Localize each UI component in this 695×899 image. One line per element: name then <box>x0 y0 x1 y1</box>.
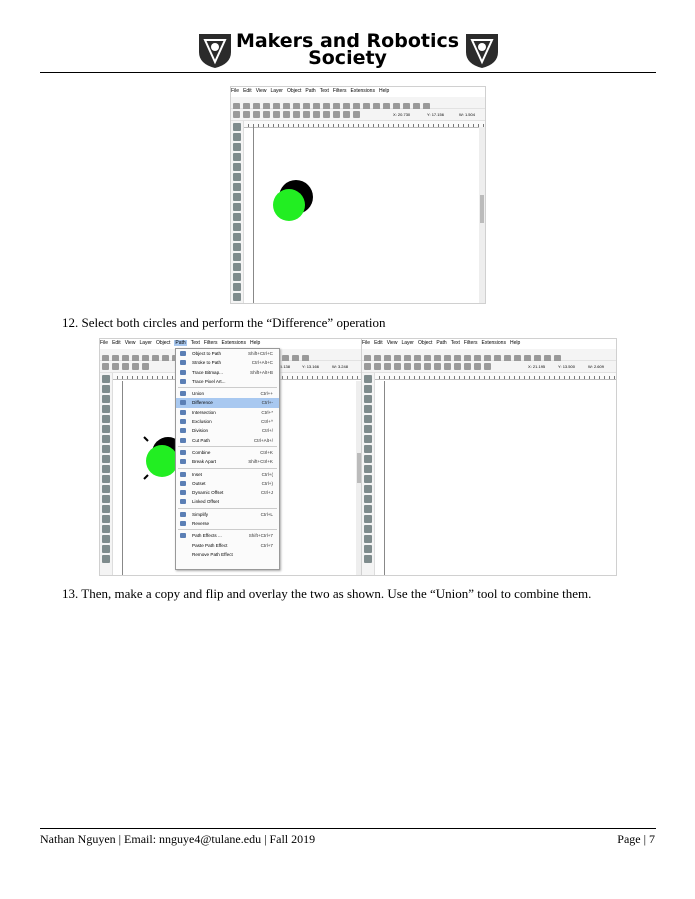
menu-item-shortcut: Shift+Ctrl+C <box>247 351 273 356</box>
page-border <box>122 381 123 575</box>
outset-icon <box>180 481 186 486</box>
menu-item-object-to-path[interactable] <box>176 349 279 358</box>
menu-item-trace-bitmap[interactable] <box>176 368 279 377</box>
trace-bitmap-icon <box>180 370 186 375</box>
menu-item-shortcut: Ctrl+Alt+C <box>251 360 273 366</box>
toolbox <box>362 373 375 575</box>
menu-path-open[interactable]: Path <box>175 340 186 346</box>
menu-separator <box>178 468 277 469</box>
menu-edit[interactable]: Edit <box>112 340 121 346</box>
menu-item-remove-path-effect[interactable] <box>176 550 279 559</box>
menu-separator <box>178 387 277 388</box>
menu-item-intersection[interactable] <box>176 408 279 417</box>
horizontal-ruler <box>374 373 616 380</box>
x-field[interactable]: 5.138 <box>280 364 291 369</box>
inkscape-screenshot-result <box>361 338 617 576</box>
menu-item-label: Stroke to Path <box>192 360 222 366</box>
menu-item-division[interactable] <box>176 426 279 435</box>
menu-item-label: Union <box>192 391 205 397</box>
menu-file[interactable]: File <box>231 88 240 94</box>
step-12-text: 12. Select both circles and perform the “Difference” operation <box>62 315 386 330</box>
menu-item-shortcut: Ctrl+^ <box>261 419 273 425</box>
difference-icon <box>180 400 186 405</box>
menu-bar <box>231 87 485 96</box>
menu-item-label: Paste Path Effect <box>192 542 228 548</box>
menu-filters[interactable]: Filters <box>332 88 347 94</box>
menu-view[interactable]: View <box>255 88 267 94</box>
menu-item-stroke-to-path[interactable] <box>176 358 279 367</box>
x-field[interactable]: X: 21.195 <box>528 364 546 369</box>
menu-item-exclusion[interactable] <box>176 417 279 426</box>
footer-page-number: Page | 7 <box>617 832 655 846</box>
canvas-shapes <box>261 167 321 227</box>
menu-item-label: Dynamic Offset <box>192 490 224 496</box>
menu-help[interactable]: Help <box>249 340 261 346</box>
menu-item-shortcut: Ctrl+L <box>260 511 273 517</box>
menu-extensions[interactable]: Extensions <box>481 340 506 346</box>
menu-item-shortcut: Ctrl+* <box>261 409 273 415</box>
menu-item-shortcut: Shift+Ctrl+K <box>248 459 273 465</box>
reverse-icon <box>180 521 186 526</box>
menu-object[interactable]: Object <box>417 340 433 346</box>
menu-item-label: Remove Path Effect <box>192 551 233 557</box>
union-icon <box>180 391 186 396</box>
society-logo-right <box>462 30 502 70</box>
menu-item-path-effects[interactable] <box>176 531 279 540</box>
menu-object[interactable]: Object <box>286 88 302 94</box>
menu-item-break-apart[interactable] <box>176 457 279 466</box>
menu-bar <box>362 339 616 348</box>
menu-item-label: Trace Pixel Art... <box>192 378 226 384</box>
menu-text[interactable]: Text <box>319 88 329 94</box>
trace-pixel-art-icon <box>180 379 186 384</box>
tool-controls-bar <box>362 361 616 373</box>
stroke-to-path-icon <box>180 360 186 365</box>
menu-item-label: Intersection <box>192 409 216 415</box>
menu-item-dynamic-offset[interactable] <box>176 488 279 497</box>
menu-separator <box>178 529 277 530</box>
crescent-result-shape[interactable] <box>414 419 474 479</box>
simplify-icon <box>180 512 186 517</box>
path-dropdown-menu <box>175 348 280 570</box>
green-circle[interactable] <box>146 445 178 477</box>
step-13-text: 13. Then, make a copy and flip and overlay the two as shown. Use the “Union” tool to combine them. <box>62 586 592 601</box>
intersection-icon <box>180 410 186 415</box>
menu-item-shortcut: Shift+Ctrl+7 <box>248 533 273 539</box>
menu-item-shortcut: Ctrl+7 <box>260 542 273 548</box>
commands-toolbar <box>231 97 485 109</box>
y-field[interactable]: Y: 13.166 <box>302 364 319 369</box>
w-field[interactable]: W: 1.504 <box>459 112 475 117</box>
commands-toolbar <box>362 349 616 361</box>
header-title-line2: Society <box>308 47 387 69</box>
menu-item-label: Difference <box>192 400 213 406</box>
menu-item-combine[interactable] <box>176 448 279 457</box>
menu-layer[interactable]: Layer <box>270 88 283 94</box>
break-apart-icon <box>180 459 186 464</box>
toolbox <box>231 121 244 303</box>
menu-separator <box>178 446 277 447</box>
footer-divider <box>40 828 656 829</box>
menu-item-difference[interactable] <box>176 398 279 407</box>
document-header <box>0 28 695 74</box>
menu-item-label: Combine <box>192 449 211 455</box>
menu-edit[interactable]: Edit <box>374 340 383 346</box>
menu-filters[interactable]: Filters <box>203 340 218 346</box>
w-field[interactable]: W: 3.248 <box>332 364 348 369</box>
menu-item-shortcut: Ctrl+J <box>260 490 273 496</box>
menu-bar <box>100 339 362 348</box>
vertical-scrollbar[interactable] <box>479 127 485 303</box>
menu-object[interactable]: Object <box>155 340 171 346</box>
menu-view[interactable]: View <box>386 340 398 346</box>
footer-author: Nathan Nguyen | Email: nnguye4@tulane.edu | Fall 2019 <box>40 832 316 846</box>
header-divider <box>40 72 656 73</box>
menu-item-label: Division <box>192 428 209 434</box>
menu-item-simplify[interactable] <box>176 510 279 519</box>
menu-layer[interactable]: Layer <box>139 340 152 346</box>
header-title-line1: Makers and Robotics <box>235 30 460 52</box>
menu-item-reverse[interactable] <box>176 519 279 528</box>
object-to-path-icon <box>180 351 186 356</box>
menu-item-shortcut: Ctrl+) <box>261 480 273 486</box>
menu-help[interactable]: Help <box>378 88 390 94</box>
menu-text[interactable]: Text <box>190 340 200 346</box>
menu-view[interactable]: View <box>124 340 136 346</box>
menu-item-label: Reverse <box>192 521 210 527</box>
menu-layer[interactable]: Layer <box>401 340 414 346</box>
menu-item-label: Inset <box>192 471 202 477</box>
menu-path[interactable]: Path <box>305 88 316 94</box>
combine-icon <box>180 450 186 455</box>
menu-item-label: Break Apart <box>192 459 217 465</box>
menu-help[interactable]: Help <box>509 340 521 346</box>
page-border <box>384 381 385 575</box>
linked-offset-icon <box>180 499 186 504</box>
w-field[interactable]: W: 2.609 <box>588 364 604 369</box>
menu-item-label: Outset <box>192 480 206 486</box>
y-field[interactable]: Y: 13.500 <box>558 364 575 369</box>
exclusion-icon <box>180 419 186 424</box>
menu-item-label: Simplify <box>192 511 209 517</box>
y-field[interactable]: Y: 17.156 <box>427 112 444 117</box>
menu-item-shortcut: Ctrl+( <box>261 471 273 477</box>
menu-filters[interactable]: Filters <box>463 340 478 346</box>
toolbox <box>100 373 113 575</box>
cut-path-icon <box>180 438 186 443</box>
green-circle[interactable] <box>273 189 305 221</box>
menu-item-shortcut: Ctrl+- <box>261 400 273 406</box>
menu-item-label: Linked Offset <box>192 499 219 505</box>
horizontal-ruler <box>243 121 485 128</box>
menu-item-trace-pixel-art[interactable] <box>176 377 279 386</box>
menu-item-linked-offset[interactable] <box>176 497 279 506</box>
menu-file[interactable]: File <box>362 340 371 346</box>
menu-path[interactable]: Path <box>436 340 447 346</box>
menu-edit[interactable]: Edit <box>243 88 252 94</box>
x-field[interactable]: X: 20.730 <box>393 112 411 117</box>
menu-item-shortcut: Ctrl+K <box>260 449 273 455</box>
menu-item-shortcut: Ctrl+/ <box>261 428 273 434</box>
menu-item-union[interactable] <box>176 389 279 398</box>
menu-item-label: Cut Path <box>192 437 210 443</box>
menu-item-paste-path-effect[interactable] <box>176 541 279 550</box>
menu-item-label: Exclusion <box>192 419 212 425</box>
menu-item-label: Object to Path <box>192 351 222 356</box>
inkscape-screenshot-top <box>230 86 486 304</box>
menu-item-shortcut: Shift+Alt+B <box>250 369 273 375</box>
menu-item-cut-path[interactable] <box>176 436 279 445</box>
menu-extensions[interactable]: Extensions <box>350 88 375 94</box>
menu-item-label: Path Effects ... <box>192 533 222 539</box>
division-icon <box>180 428 186 433</box>
menu-item-inset[interactable] <box>176 470 279 479</box>
menu-item-shortcut: Ctrl++ <box>260 391 273 397</box>
inset-icon <box>180 472 186 477</box>
dynamic-offset-icon <box>180 490 186 495</box>
menu-item-shortcut: Ctrl+Alt+/ <box>253 437 273 443</box>
menu-extensions[interactable]: Extensions <box>221 340 246 346</box>
menu-item-outset[interactable] <box>176 479 279 488</box>
menu-separator <box>178 508 277 509</box>
menu-file[interactable]: File <box>100 340 109 346</box>
page-border <box>253 127 254 303</box>
menu-item-label: Trace Bitmap... <box>192 369 223 375</box>
path-effects-icon <box>180 533 186 538</box>
tool-controls-bar <box>231 109 485 121</box>
menu-text[interactable]: Text <box>450 340 460 346</box>
